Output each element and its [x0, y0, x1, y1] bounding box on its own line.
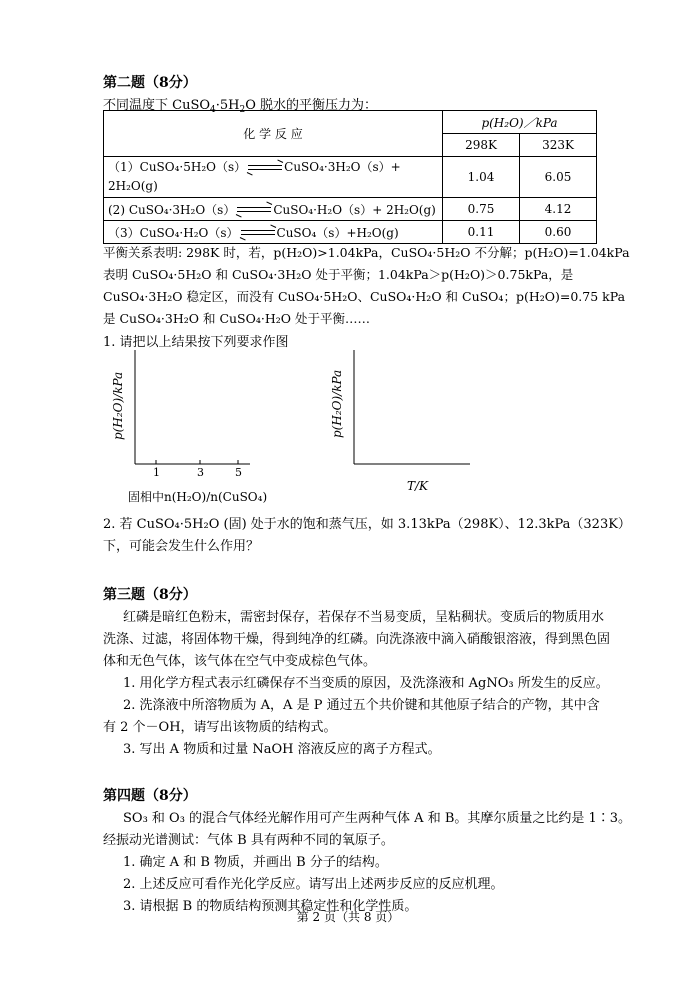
- graph-1-axes: [128, 350, 258, 470]
- reaction-3-right: CuSO₄（s）+H₂O(g): [276, 225, 399, 240]
- col-pressure-header: p(H₂O)／kPa: [443, 111, 597, 134]
- equilibrium-table: [103, 110, 597, 244]
- q2-intro-mid: ·5H: [215, 98, 240, 113]
- q2-task1: 1. 请把以上结果按下列要求作图: [103, 335, 289, 350]
- graph-1-tick-5: 5: [235, 466, 242, 479]
- graph-1-xlabel: 固相中n(H₂O)/n(CuSO₄): [128, 490, 268, 504]
- q2-heading: 第二题（8分）: [103, 75, 197, 91]
- graph-2-axes: [348, 350, 474, 468]
- col-298k: 298K: [443, 134, 520, 157]
- q4-line-3: 1. 确定 A 和 B 物质，并画出 B 分子的结构。: [123, 855, 388, 870]
- reaction-2: [104, 198, 443, 221]
- q3-line-5: 2. 洗涤液中所溶物质为 A，A 是 P 通过五个共价键和其他原子结合的产物，其中含: [123, 698, 600, 713]
- graph-1-ylabel: p(H₂O)/kPa: [111, 371, 125, 440]
- q2-para2: 表明 CuSO₄·5H₂O 和 CuSO₄·3H₂O 处于平衡；1.04kPa＞p(H₂O)＞0.75kPa，是: [103, 267, 574, 282]
- page-footer: 第 2 页（共 8 页）: [296, 910, 400, 924]
- q2-para1: 平衡关系表明: 298K 时，若，p(H₂O)>1.04kPa，CuSO₄·5H₂O 不分解；p(H₂O)=1.04kPa: [103, 245, 630, 260]
- graph-2-xlabel: T/K: [407, 479, 429, 493]
- q4-line-2: 经振动光谱测试：气体 B 具有两种不同的氧原子。: [103, 833, 394, 848]
- reaction-3-left: （3）CuSO₄·H₂O（s）: [108, 225, 239, 240]
- reaction-2-left: (2) CuSO₄·3H₂O（s）: [108, 202, 236, 217]
- reaction-1-left: （1）CuSO₄·5H₂O（s）: [108, 160, 247, 174]
- q2-para4: 是 CuSO₄·3H₂O 和 CuSO₄·H₂O 处于平衡……: [103, 311, 370, 326]
- q2-intro-pre: 不同温度下 CuSO: [103, 98, 211, 113]
- q2-intro-post: O 脱水的平衡压力为：: [245, 98, 378, 113]
- q3-line-7: 3. 写出 A 物质和过量 NaOH 溶液反应的离子方程式。: [123, 742, 441, 757]
- q2-task2b: 下，可能会发生什么作用？: [103, 539, 260, 554]
- equilibrium-arrow-icon: [241, 229, 275, 237]
- r3-298: 0.11: [443, 221, 520, 244]
- r1-298: 1.04: [443, 157, 520, 198]
- reaction-1-right: CuSO₄·3H₂O（s）+: [284, 160, 401, 174]
- r2-298: 0.75: [443, 198, 520, 221]
- q3-line-1: 红磷是暗红色粉末，需密封保存，若保存不当易变质，呈粘稠状。变质后的物质用水: [123, 610, 605, 625]
- q2-intro: 不同温度下 $CuSO_4\cdot 5H_2O$ 脱水的平衡压力为：: [103, 98, 378, 115]
- r3-323: 0.60: [520, 221, 597, 244]
- q3-line-4: 1. 用化学方程式表示红磷保存不当变质的原因，及洗涤液和 AgNO₃ 所发生的反应。: [123, 676, 609, 691]
- q2-para3: CuSO₄·3H₂O 稳定区，而没有 CuSO₄·5H₂O、CuSO₄·H₂O 和 CuSO₄；p(H₂O)=0.75 kPa: [103, 289, 626, 304]
- q3-line-3: 体和无色气体，该气体在空气中变成棕色气体。: [103, 654, 377, 669]
- graph-2-ylabel: p(H₂O)/kPa: [330, 369, 344, 438]
- q3-heading: 第三题（8分）: [103, 587, 197, 603]
- r2-323: 4.12: [520, 198, 597, 221]
- graph-1-tick-3: 3: [197, 466, 204, 479]
- reaction-3: [104, 221, 443, 244]
- reaction-1: [104, 157, 443, 198]
- reaction-1-cont: 2H₂O(g): [108, 179, 158, 193]
- col-reaction-header: 化 学 反 应: [104, 111, 443, 157]
- col-323k: 323K: [520, 134, 597, 157]
- reaction-2-right: CuSO₄·H₂O（s）+ 2H₂O(g): [273, 202, 436, 217]
- q4-line-4: 2. 上述反应可看作光化学反应。请写出上述两步反应的反应机理。: [123, 877, 504, 892]
- q4-line-1: SO₃ 和 O₃ 的混合气体经光解作用可产生两种气体 A 和 B。其摩尔质量之比约是 1∶3。: [123, 811, 632, 826]
- graph-1-tick-1: 1: [153, 466, 160, 479]
- q3-line-6: 有 2 个－OH，请写出该物质的结构式。: [103, 720, 337, 735]
- r1-323: 6.05: [520, 157, 597, 198]
- q3-line-2: 洗涤、过滤，将固体物干燥，得到纯净的红磷。向洗涤液中滴入硝酸银溶液，得到黑色固: [103, 632, 611, 647]
- q2-task2a: 2. 若 CuSO₄·5H₂O (固) 处于水的饱和蒸气压，如 3.13kPa（298K）、12.3kPa（323K）: [103, 517, 631, 532]
- q4-heading: 第四题（8分）: [103, 788, 197, 804]
- q4-line-5: 3. 请根据 B 的物质结构预测其稳定性和化学性质。: [123, 899, 418, 914]
- equilibrium-arrow-icon: [248, 164, 282, 172]
- equilibrium-arrow-icon: [237, 206, 271, 214]
